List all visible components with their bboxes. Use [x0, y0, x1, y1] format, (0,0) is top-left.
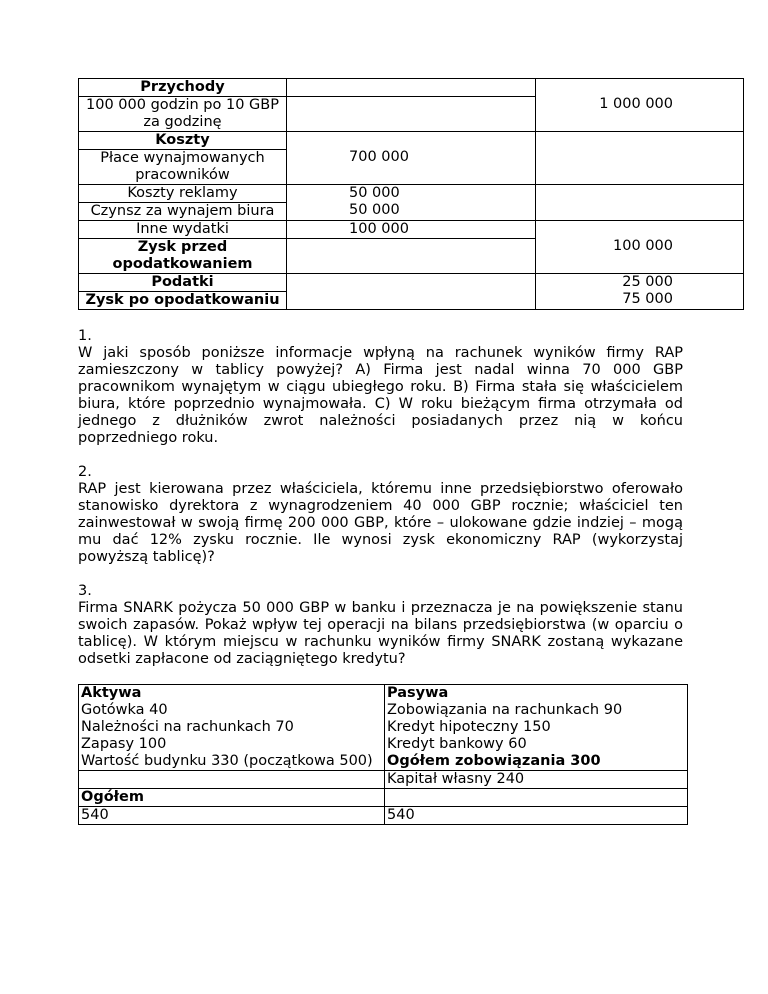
other-value: 100 000	[287, 221, 536, 239]
income-statement-table	[78, 78, 744, 310]
question-number: 3.	[78, 583, 92, 599]
asset-item: Zapasy 100	[81, 736, 167, 752]
liability-item: Kredyt bankowy 60	[387, 736, 527, 752]
question-3	[78, 583, 683, 668]
wages-label: Płace wynajmowanych pracowników	[79, 150, 287, 185]
liabilities-column	[385, 685, 688, 771]
liabilities-header: Pasywa	[387, 685, 449, 701]
costs-header: Koszty	[79, 132, 287, 150]
advertising-value: 50 000	[349, 185, 400, 201]
pretax-value: 100 000	[536, 221, 744, 274]
question-text: W jaki sposób poniższe informacje wpłyną na rachunek wyników firmy RAP zamieszczony w tablicy powyżej? A) Firma jest nadal winna 70 000 GBP pracownikom wynajętym w ciągu ubiegłego roku. B) Firma stała się właścicielem biura, które poprzednio wynajmowała. C) W roku bieżącym firma otrzymała od jednego z dłużników zwrot należności posiadanych przez nią w końcu poprzedniego roku.	[78, 345, 683, 446]
balance-sheet-table	[78, 684, 688, 825]
taxes-label: Podatki	[79, 274, 287, 292]
revenue-value: 1 000 000	[536, 79, 744, 132]
taxes-value: 25 000	[622, 274, 673, 290]
question-text: Firma SNARK pożycza 50 000 GBP w banku i przeznacza je na powiększenie stanu swoich zapasów. Pokaż wpływ tej operacji na bilans przedsiębiorstwa (w oparciu o tablicę). W którym miejscu w rachunku wyników firmy SNARK zostaną wykazane odsetki zapłacone od zaciągniętego kredytu?	[78, 600, 683, 667]
question-number: 1.	[78, 328, 92, 344]
liability-item: Kredyt hipoteczny 150	[387, 719, 551, 735]
total-right: 540	[385, 807, 688, 825]
question-number: 2.	[78, 464, 92, 480]
rent-label: Czynsz za wynajem biura	[79, 203, 287, 221]
question-2	[78, 464, 683, 566]
assets-column	[79, 685, 385, 771]
question-text: RAP jest kierowana przez właściciela, któremu inne przedsiębiorstwo oferowało stanowisko dyrektora z wynagrodzeniem 40 000 GBP rocznie; właściciel ten zainwestował w swoją firmę 200 000 GBP, które – ulokowane gdzie indziej – mogą mu dać 12% zysku rocznie. Ile wynosi zysk ekonomiczny RAP (wykorzystaj powyższą tablicę)?	[78, 481, 683, 565]
total-assets: 540	[79, 807, 385, 825]
rent-value: 50 000	[349, 202, 400, 218]
advertising-rent-values	[287, 185, 536, 221]
aftertax-label: Zysk po opodatkowaniu	[79, 292, 287, 310]
advertising-label: Koszty reklamy	[79, 185, 287, 203]
equity: Kapitał własny 240	[385, 771, 688, 789]
asset-item: Należności na rachunkach 70	[81, 719, 294, 735]
asset-item: Wartość budynku 330 (początkowa 500)	[81, 753, 373, 769]
revenue-header: Przychody	[79, 79, 287, 97]
wages-value: 700 000	[287, 132, 536, 185]
total-liabilities: Ogółem zobowiązania 300	[387, 753, 601, 769]
other-label: Inne wydatki	[79, 221, 287, 239]
revenue-item: 100 000 godzin po 10 GBP za godzinę	[79, 97, 287, 132]
liability-item: Zobowiązania na rachunkach 90	[387, 702, 623, 718]
assets-header: Aktywa	[81, 685, 142, 701]
question-1	[78, 328, 683, 447]
document-page	[78, 78, 683, 825]
asset-item: Gotówka 40	[81, 702, 168, 718]
aftertax-value: 75 000	[622, 291, 673, 307]
total-header: Ogółem	[79, 789, 385, 807]
pretax-label: Zysk przed opodatkowaniem	[79, 239, 287, 274]
taxes-aftertax-values	[536, 274, 744, 310]
